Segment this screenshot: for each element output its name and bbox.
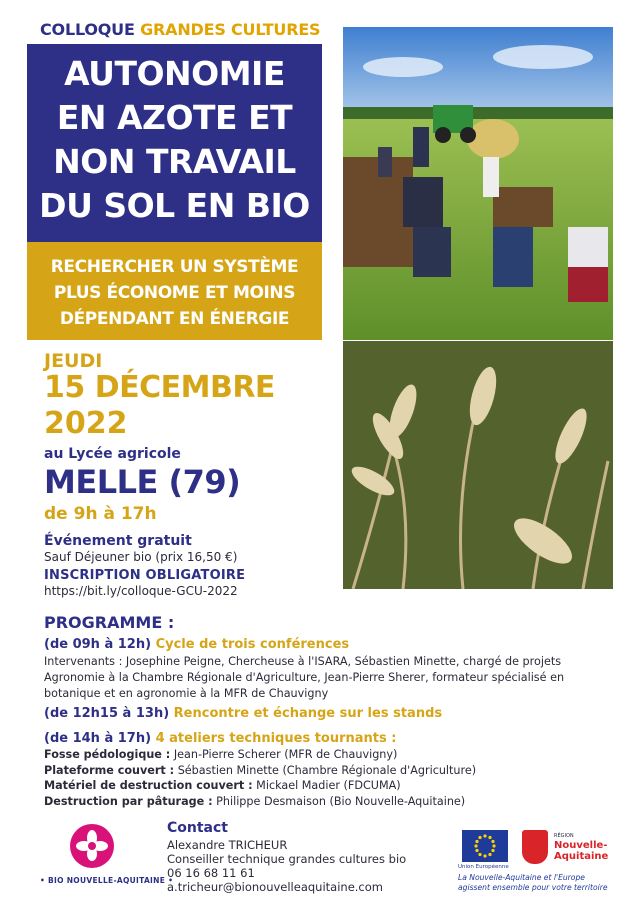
programme-slot-1 (44, 637, 349, 652)
workshop-title: Destruction par pâturage : (44, 794, 213, 808)
workshop-detail: Jean-Pierre Scherer (MFR de Chauvigny) (170, 748, 398, 761)
contact-email[interactable]: a.tricheur@bionouvelleaquitaine.com (167, 880, 383, 894)
region-name-line-2: Aquitaine (554, 851, 609, 862)
programme-title: PROGRAMME : (44, 613, 175, 632)
eu-partnership-text (458, 873, 618, 893)
eu-text-line-1: La Nouvelle-Aquitaine et l'Europe (458, 873, 585, 882)
slot-time: (de 12h15 à 13h) (44, 706, 170, 721)
subtitle-line-3: DÉPENDANT EN ÉNERGIE (59, 309, 290, 329)
workshop-item (44, 794, 614, 810)
lunch-price: Sauf Déjeuner bio (prix 16,50 €) (44, 550, 238, 564)
slot-time: (de 09h à 12h) (44, 637, 152, 652)
subtitle-line-1: RECHERCHER UN SYSTÈME (50, 257, 299, 277)
contact-role: Conseiller technique grandes cultures bio (167, 852, 407, 866)
workshop-detail: Philippe Desmaison (Bio Nouvelle-Aquitaine) (212, 794, 466, 808)
grandes-cultures-label: GRANDES CULTURES (140, 20, 321, 39)
event-hours: de 9h à 17h (44, 504, 157, 524)
programme-slot-3 (44, 731, 396, 746)
field-group-photo (343, 27, 613, 340)
colloque-label: COLLOQUE (40, 20, 135, 39)
workshop-item (44, 778, 614, 794)
workshop-item (44, 763, 614, 779)
workshop-detail: Mickael Madier (FDCUMA) (252, 779, 401, 792)
contact-phone[interactable]: 06 16 68 11 61 (167, 866, 255, 880)
subtitle-box (27, 242, 322, 340)
subtitle-line-2: PLUS ÉCONOME ET MOINS (53, 283, 296, 303)
event-category (40, 20, 320, 39)
title-line-4: DU SOL EN BIO (39, 186, 310, 225)
contact-title: Contact (167, 820, 228, 836)
bio-logo-text: • BIO NOUVELLE-AQUITAINE • (40, 876, 174, 885)
wheat-photo (343, 341, 613, 589)
workshop-title: Fosse pédologique : (44, 748, 171, 761)
flower-logo-icon (70, 824, 114, 868)
region-small-label: RÉGION (554, 833, 574, 839)
free-event-label: Événement gratuit (44, 533, 192, 549)
slot-label: Rencontre et échange sur les stands (173, 706, 443, 721)
eu-flag-icon (462, 830, 508, 862)
event-day: JEUDI (44, 350, 103, 372)
registration-label: INSCRIPTION OBLIGATOIRE (44, 568, 246, 583)
title-line-3: NON TRAVAIL (53, 142, 296, 181)
bio-nouvelle-aquitaine-logo (40, 820, 174, 898)
region-logo (522, 830, 614, 868)
slot-label: 4 ateliers techniques tournants : (155, 731, 397, 746)
event-venue: au Lycée agricole (44, 446, 181, 462)
speakers-text: Intervenants : Josephine Peigne, Chercheuse à l'ISARA, Sébastien Minette, chargé de projets Agronomie à la Chambre Régionale d'Agriculture, Jean-Pierre Sherer, formateur spécialisé en botanique et en agronomie à la MFR de Chauvigny (44, 655, 565, 700)
eu-text-line-2: agissent ensemble pour votre territoire (458, 883, 608, 892)
title-line-1: AUTONOMIE (64, 54, 285, 93)
slot-label: Cycle de trois conférences (155, 637, 350, 652)
registration-link[interactable]: https://bit.ly/colloque-GCU-2022 (44, 584, 238, 598)
title-line-2: EN AZOTE ET (56, 98, 293, 137)
region-name-line-1: Nouvelle- (554, 840, 608, 851)
workshops-list (44, 747, 614, 809)
workshop-title: Plateforme couvert : (44, 763, 175, 777)
eu-label: Union Européenne (458, 864, 509, 870)
programme-slot-2 (44, 706, 442, 721)
main-title-box (27, 44, 322, 242)
workshop-detail: Sébastien Minette (Chambre Régionale d'Agriculture) (174, 763, 477, 777)
event-year: 2022 (44, 406, 128, 441)
event-city: MELLE (79) (44, 463, 241, 501)
workshop-item (44, 747, 614, 763)
region-shield-icon (522, 830, 548, 864)
slot-time: (de 14h à 17h) (44, 731, 152, 746)
workshop-title: Matériel de destruction couvert : (44, 779, 253, 792)
region-name (554, 840, 608, 862)
event-date: 15 DÉCEMBRE (44, 370, 275, 405)
contact-name: Alexandre TRICHEUR (167, 838, 288, 852)
